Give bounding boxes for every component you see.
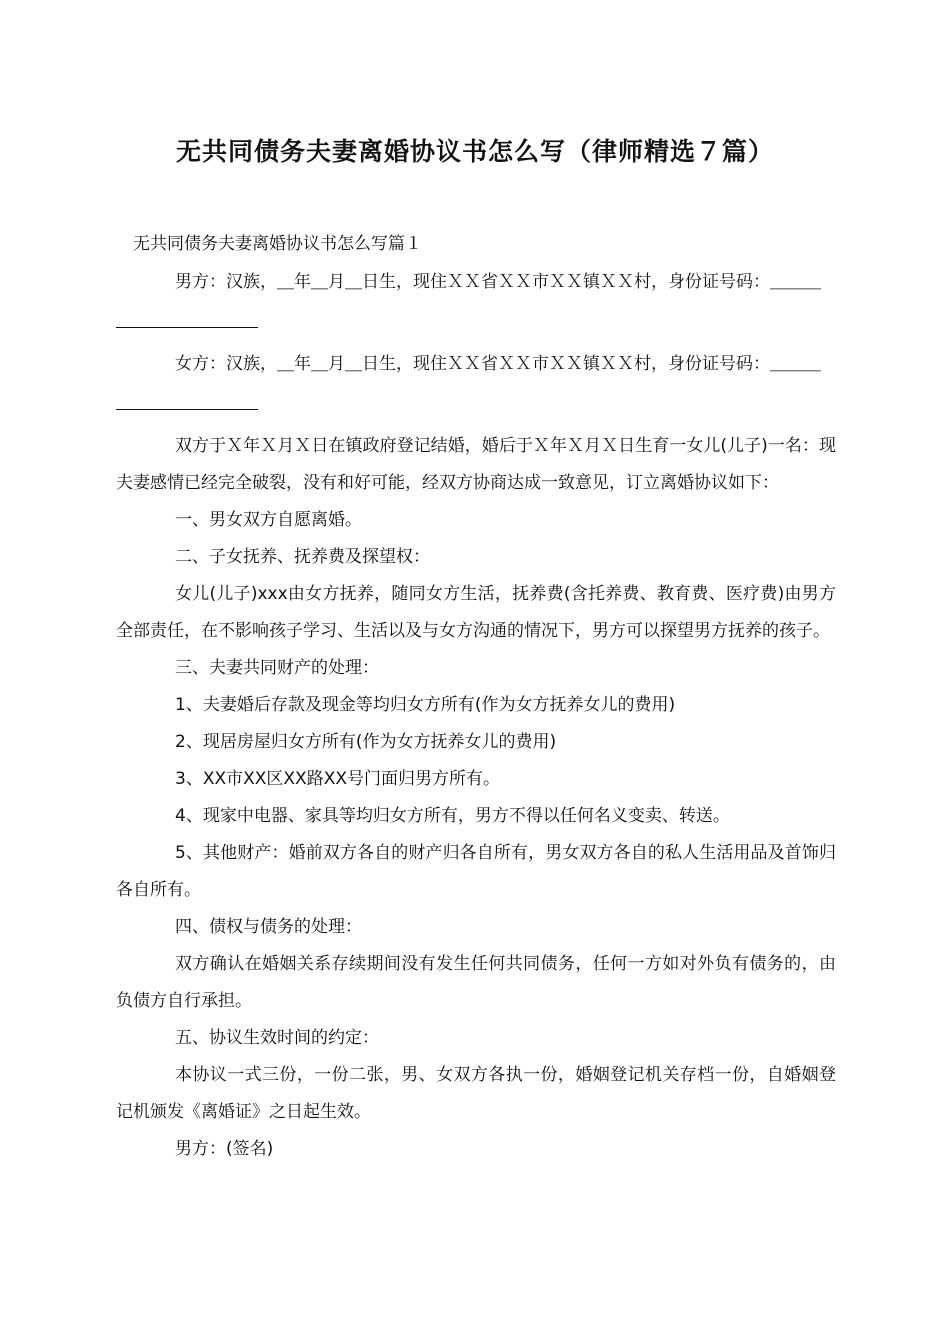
section-paragraph: 本协议一式三份，一份二张，男、女双方各执一份，婚姻登记机关存档一份，自婚姻登记机颁发《离婚证》之日起生效。 (116, 1065, 836, 1122)
property-item: 4、现家中电器、家具等均归女方所有，男方不得以任何名义变卖、转送。 (175, 806, 730, 826)
property-item: 5、其他财产：婚前双方各自的财产归各自所有，男女双方各自的私人生活用品及首饰归各自所有。 (116, 843, 836, 900)
id-number-blank-line (116, 373, 258, 410)
property-item: 1、夫妻婚后存款及现金等均归女方所有(作为女方抚养女儿的费用) (175, 695, 676, 715)
document-title: 无共同债务夫妻离婚协议书怎么写（律师精选７篇） (175, 137, 774, 166)
section-heading: 五、协议生效时间的约定： (175, 1028, 379, 1048)
male-signature-line: 男方：(签名) (175, 1139, 274, 1159)
document-body (116, 226, 836, 1168)
section-heading: 三、夫妻共同财产的处理： (175, 658, 379, 678)
property-item: 3、XX市XX区XX路XX号门面归男方所有。 (175, 769, 500, 789)
section-heading: 一、男女双方自愿离婚。 (175, 510, 362, 530)
female-party-info: 女方：汉族，＿年＿月＿日生，现住ＸＸ省ＸＸ市ＸＸ镇ＸＸ村，身份证号码：＿＿＿ (175, 354, 821, 374)
article-subtitle: 无共同债务夫妻离婚协议书怎么写篇１ (133, 234, 422, 254)
section-paragraph: 女儿(儿子)xxx由女方抚养，随同女方生活，抚养费(含托养费、教育费、医疗费)由男方全部责任，在不影响孩子学习、生活以及与女方沟通的情况下，男方可以探望男方抚养的孩子。 (116, 584, 836, 641)
section-paragraph: 双方确认在婚姻关系存续期间没有发生任何共同债务，任何一方如对外负有债务的，由负债方自行承担。 (116, 954, 836, 1011)
section-heading: 四、债权与债务的处理： (175, 917, 362, 937)
id-number-blank-line (116, 291, 258, 328)
intro-paragraph: 双方于Ｘ年Ｘ月Ｘ日在镇政府登记结婚，婚后于Ｘ年Ｘ月Ｘ日生育一女儿(儿子)一名：现夫妻感情已经完全破裂，没有和好可能，经双方协商达成一致意见，订立离婚协议如下： (116, 436, 836, 493)
section-heading: 二、子女抚养、抚养费及探望权： (175, 547, 430, 567)
male-party-info: 男方：汉族，＿年＿月＿日生，现住ＸＸ省ＸＸ市ＸＸ镇ＸＸ村，身份证号码：＿＿＿ (175, 272, 821, 292)
property-item: 2、现居房屋归女方所有(作为女方抚养女儿的费用) (175, 732, 557, 752)
